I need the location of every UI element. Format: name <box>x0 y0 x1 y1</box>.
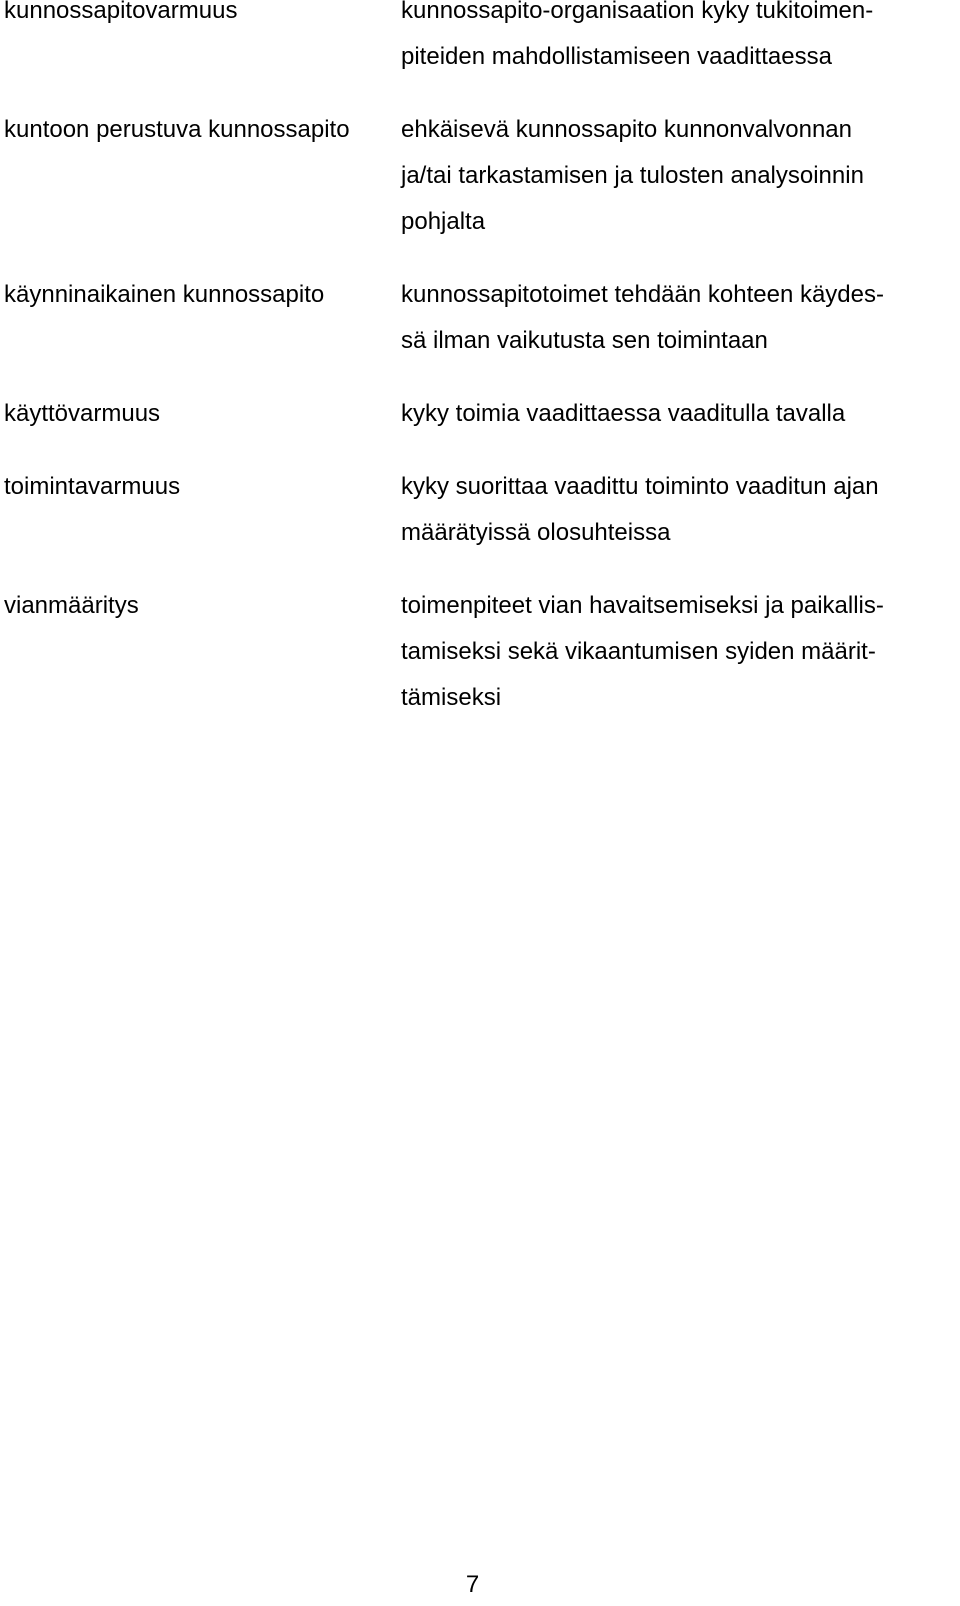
glossary-entry <box>4 464 954 556</box>
glossary-term: kuntoon perustuva kunnossapito <box>4 116 350 143</box>
definition-line: määrätyissä olosuhteissa <box>401 519 671 546</box>
glossary-term: vianmääritys <box>4 592 139 619</box>
definition-line: tamiseksi sekä vikaantumisen syiden määrit- <box>401 638 876 665</box>
glossary-definition <box>401 583 954 721</box>
glossary-entry <box>4 391 954 437</box>
definition-line: piteiden mahdollistamiseen vaadittaessa <box>401 43 832 70</box>
glossary-term: kunnossapitovarmuus <box>4 0 238 24</box>
definition-line: kunnossapito-organisaation kyky tukitoimen- <box>401 0 874 24</box>
definition-line: sä ilman vaikutusta sen toimintaan <box>401 327 768 354</box>
definition-line: ehkäisevä kunnossapito kunnonvalvonnan <box>401 116 852 143</box>
definition-line: kyky toimia vaadittaessa vaaditulla tavalla <box>401 400 846 427</box>
definition-line: kunnossapitotoimet tehdään kohteen käydes- <box>401 281 884 308</box>
definition-line: tämiseksi <box>401 684 502 711</box>
glossary-definition <box>401 272 954 364</box>
glossary-term: toimintavarmuus <box>4 473 181 500</box>
glossary-definition <box>401 464 954 556</box>
glossary <box>4 0 954 721</box>
definition-line: toimenpiteet vian havaitsemiseksi ja paikallis- <box>401 592 884 619</box>
glossary-entry <box>4 107 954 245</box>
definition-line: pohjalta <box>401 208 486 235</box>
glossary-entry <box>4 0 954 80</box>
definition-line: ja/tai tarkastamisen ja tulosten analysoinnin <box>401 162 864 189</box>
page-number: 7 <box>465 1571 480 1598</box>
glossary-entry <box>4 272 954 364</box>
glossary-entry <box>4 583 954 721</box>
glossary-definition <box>401 391 954 437</box>
glossary-term: käyttövarmuus <box>4 400 161 427</box>
definition-line: kyky suorittaa vaadittu toiminto vaaditun ajan <box>401 473 879 500</box>
glossary-term: käynninaikainen kunnossapito <box>4 281 325 308</box>
glossary-definition <box>401 107 954 245</box>
glossary-definition <box>401 0 954 80</box>
